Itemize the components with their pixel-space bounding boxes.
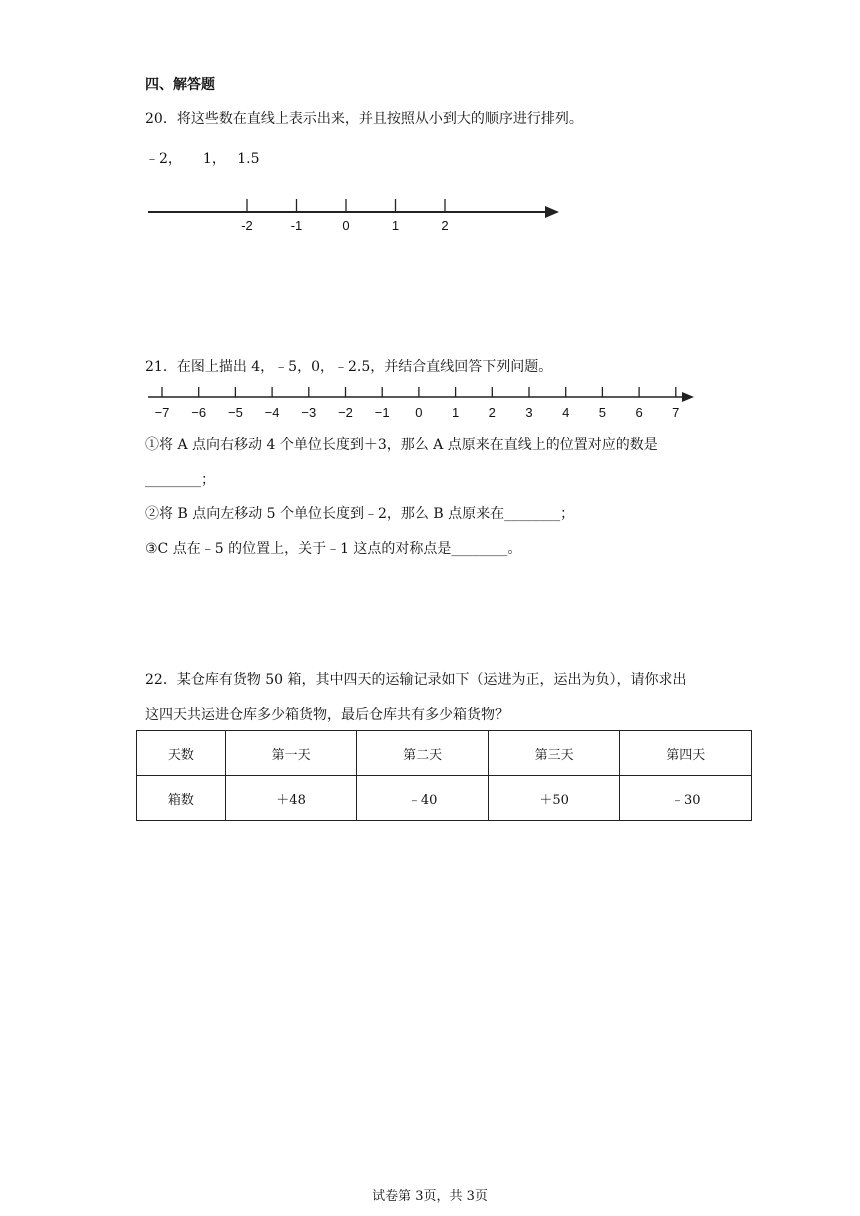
question-20-numbers: ﹣2， 1， 1.5	[145, 151, 260, 167]
page-footer: 试卷第 3页，共 3页	[372, 1189, 488, 1204]
number-line-label: 6	[635, 405, 643, 420]
question-22-line1: 22．某仓库有货物 50 箱，其中四天的运输记录如下（运进为正，运出为负），请你求出	[145, 672, 687, 688]
number-line-label: 1	[391, 218, 400, 233]
table-cell: 第三天	[488, 731, 620, 776]
number-line-label: −1	[374, 405, 390, 420]
number-line-label: 2	[488, 405, 496, 420]
section-title: 四、解答题	[145, 77, 215, 93]
question-21-text: 21．在图上描出 4，﹣5，0，﹣2.5，并结合直线回答下列问题。	[145, 359, 553, 375]
question-21-sub3: ③C 点在﹣5 的位置上，关于﹣1 这点的对称点是________。	[145, 541, 522, 557]
question-21-sub1-line1: ①将 A 点向右移动 4 个单位长度到＋3，那么 A 点原来在直线上的位置对应的数是	[145, 437, 658, 453]
number-line-label: −7	[154, 405, 170, 420]
number-line-label: 0	[342, 218, 350, 233]
question-22-line2: 这四天共运进仓库多少箱货物，最后仓库共有多少箱货物？	[145, 707, 509, 723]
question-21-sub2: ②将 B 点向左移动 5 个单位长度到﹣2，那么 B 点原来在________；	[145, 506, 575, 522]
number-line-label: -1	[290, 218, 303, 233]
number-line-label: 1	[451, 405, 460, 420]
number-line-label: −2	[338, 405, 353, 420]
number-line-label: -2	[241, 218, 253, 233]
number-line-label: −3	[301, 405, 317, 420]
number-line-label: 4	[562, 405, 570, 420]
number-line-label: 0	[415, 405, 423, 420]
number-line-label: 3	[525, 405, 533, 420]
question-21-sub1-line2: ________；	[145, 472, 215, 488]
number-line-arrow	[682, 392, 694, 402]
question-20-text: 20．将这些数在直线上表示出来，并且按照从小到大的顺序进行排列。	[145, 111, 583, 127]
number-line-label: 2	[441, 218, 449, 233]
number-line-label: −5	[227, 405, 243, 420]
number-line-label: −4	[264, 405, 280, 420]
table-cell: 第四天	[620, 731, 752, 776]
table-cell: ＋48	[225, 776, 357, 821]
number-line-label: −6	[191, 405, 207, 420]
table-cell: 第一天	[225, 731, 357, 776]
table-row	[137, 731, 752, 776]
transport-records-table	[136, 730, 752, 821]
number-line-label: 5	[598, 405, 607, 420]
table-cell: ﹣30	[620, 776, 752, 821]
table-row	[137, 776, 752, 821]
table-cell: ＋50	[488, 776, 620, 821]
table-cell: ﹣40	[357, 776, 489, 821]
table-cell: 箱数	[137, 776, 226, 821]
table-cell: 第二天	[357, 731, 489, 776]
table-cell: 天数	[137, 731, 226, 776]
number-line-label: 7	[672, 405, 680, 420]
